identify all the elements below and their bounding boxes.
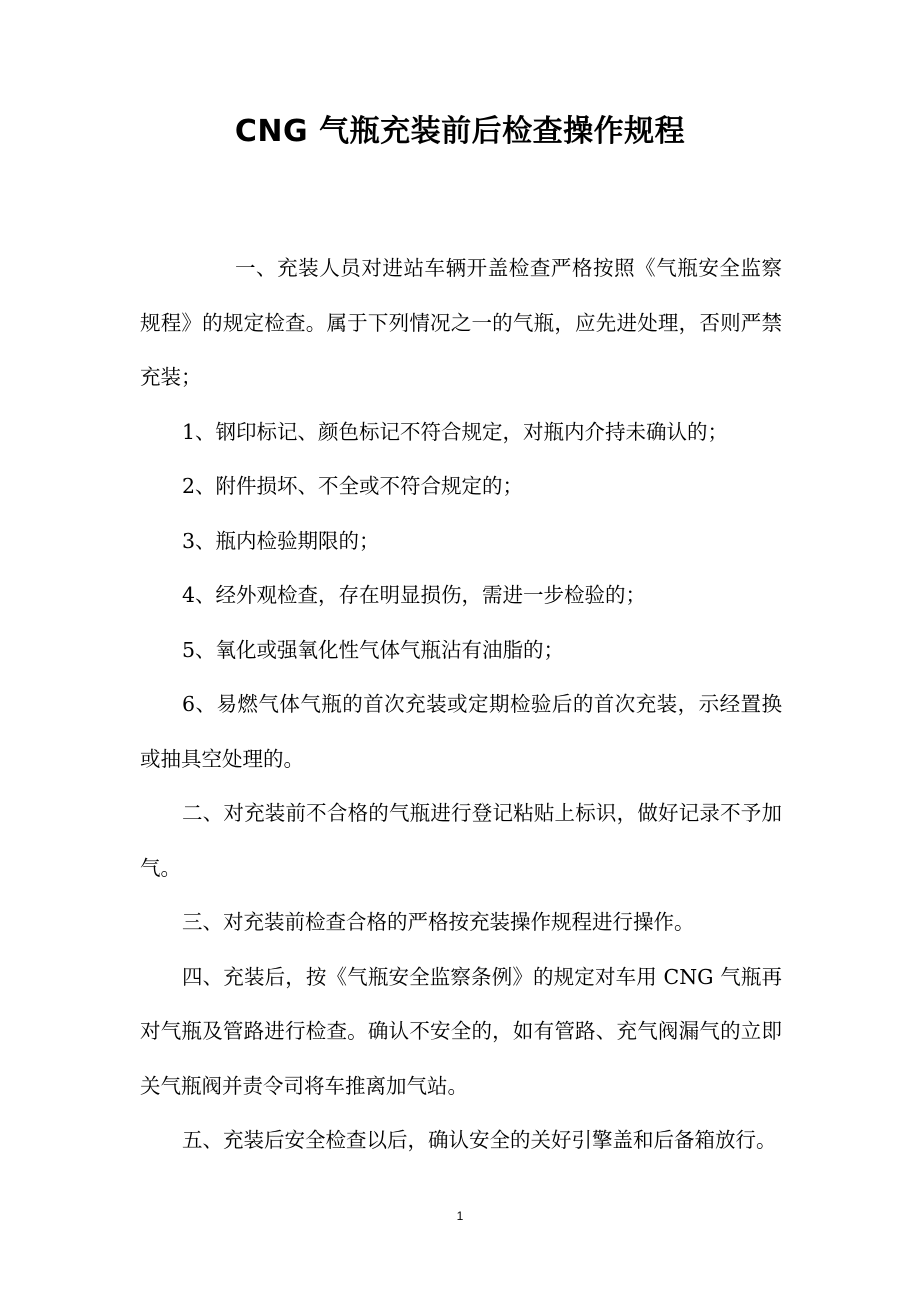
paragraph-item-3: 3、瓶内检验期限的； (182, 528, 380, 553)
page-number: 1 (456, 1209, 464, 1223)
paragraph-2: 二、对充装前不合格的气瓶进行登记粘贴上标识，做好记录不予加气。 (140, 801, 782, 880)
paragraph-item-1: 1、钢印标记、颜色标记不符合规定，对瓶内介持未确认的； (182, 419, 729, 444)
paragraph-item-6: 6、易燃气体气瓶的首次充装或定期检验后的首次充装，示经置换或抽具空处理的。 (140, 692, 782, 771)
paragraph-5: 五、充装后安全检查以后，确认安全的关好引擎盖和后备箱放行。 (182, 1128, 777, 1152)
paragraph-item-5: 5、氧化或强氧化性气体气瓶沾有油脂的； (182, 637, 565, 662)
paragraph-4: 四、充装后，按《气瓶安全监察条例》的规定对车用 CNG 气瓶再对气瓶及管路进行检查。确认不安全的，如有管路、充气阀漏气的立即关气瓶阀并责令司将车推离加气站。 (140, 964, 782, 1098)
paragraph-3: 三、对充装前检查合格的严格按充装操作规程进行操作。 (182, 910, 695, 934)
document-body (140, 241, 782, 1168)
paragraph-item-4: 4、经外观检查，存在明显损伤，需进一步检验的； (182, 583, 647, 607)
paragraph-1: 一、充装人员对进站车辆开盖检查严格按照《气瓶安全监察规程》的规定检查。属于下列情况之一的气瓶，应先进处理，否则严禁充装； (140, 256, 782, 389)
paragraph-item-2: 2、附件损坏、不全或不符合规定的； (182, 474, 524, 498)
document-title: CNG 气瓶充装前后检查操作规程 (234, 114, 686, 149)
